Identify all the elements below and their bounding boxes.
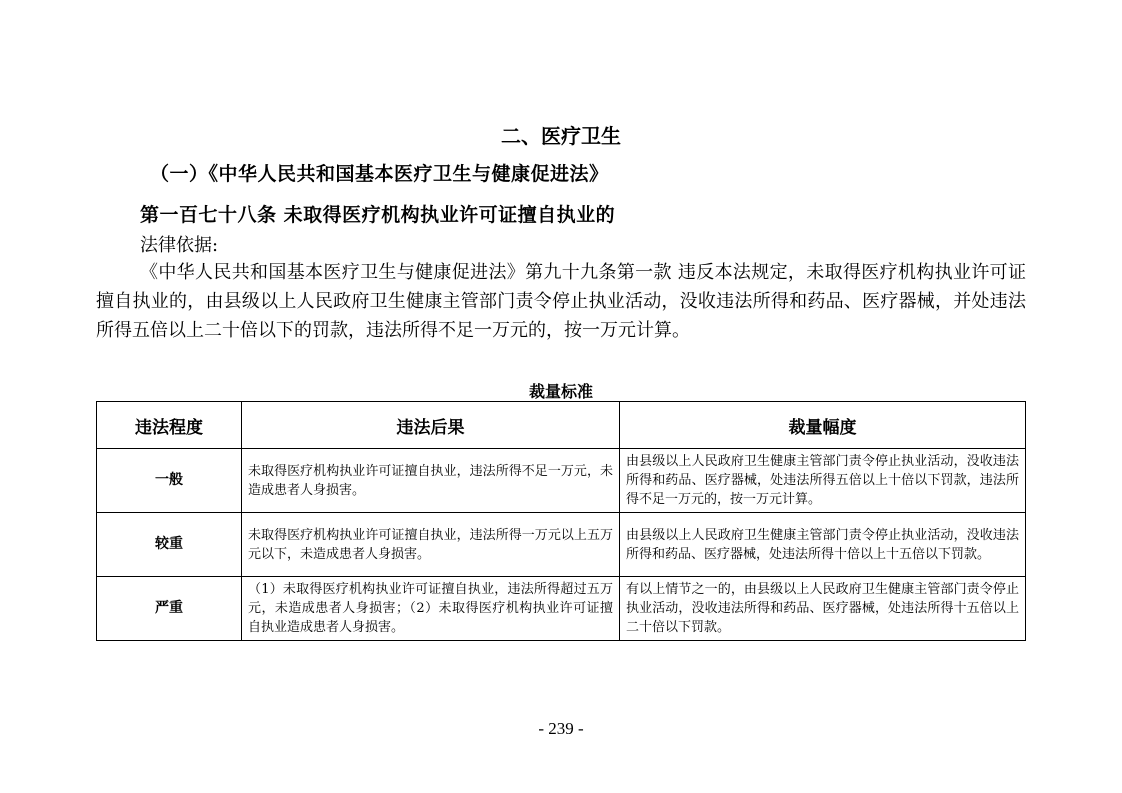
row-consequence: 未取得医疗机构执业许可证擅自执业，违法所得不足一万元，未造成患者人身损害。 — [242, 449, 620, 513]
table-row — [97, 577, 1026, 641]
subsection-title: （一）《中华人民共和国基本医疗卫生与健康促进法》 — [150, 163, 609, 185]
row-degree: 严重 — [97, 577, 242, 641]
row-penalty: 由县级以上人民政府卫生健康主管部门责令停止执业活动，没收违法所得和药品、医疗器械，处违法所得十倍以上十五倍以下罚款。 — [620, 513, 1026, 577]
row-degree: 较重 — [97, 513, 242, 577]
header-violation-consequence: 违法后果 — [242, 402, 620, 449]
table-row — [97, 449, 1026, 513]
row-consequence: （1）未取得医疗机构执业许可证擅自执业，违法所得超过五万元，未造成患者人身损害；（2）未取得医疗机构执业许可证擅自执业造成患者人身损害。 — [242, 577, 620, 641]
page-number: - 239 - — [538, 719, 584, 738]
table-row — [97, 513, 1026, 577]
table-caption: 裁量标准 — [528, 382, 593, 401]
row-consequence: 未取得医疗机构执业许可证擅自执业，违法所得一万元以上五万元以下，未造成患者人身损害。 — [242, 513, 620, 577]
row-penalty: 由县级以上人民政府卫生健康主管部门责令停止执业活动，没收违法所得和药品、医疗器械，处违法所得五倍以上十倍以下罚款，违法所得不足一万元的，按一万元计算。 — [620, 449, 1026, 513]
legal-basis-label: 法律依据: — [140, 235, 219, 256]
legal-basis-text: 《中华人民共和国基本医疗卫生与健康促进法》第九十九条第一款 违反本法规定，未取得医疗机构执业许可证擅自执业的，由县级以上人民政府卫生健康主管部门责令停止执业活动，没收违法所得和药品、医疗器械，并处违法所得五倍以上二十倍以下的罚款，违法所得不足一万元的，按一万元计算。 — [96, 262, 1026, 341]
section-title: 二、医疗卫生 — [501, 124, 621, 148]
row-penalty: 有以上情节之一的，由县级以上人民政府卫生健康主管部门责令停止执业活动，没收违法所得和药品、医疗器械，处违法所得十五倍以上二十倍以下罚款。 — [620, 577, 1026, 641]
discretion-standards-table — [96, 401, 1026, 641]
article-title: 第一百七十八条 未取得医疗机构执业许可证擅自执业的 — [140, 204, 616, 226]
table-header-row — [97, 402, 1026, 449]
header-penalty-range: 裁量幅度 — [620, 402, 1026, 449]
header-violation-degree: 违法程度 — [97, 402, 242, 449]
row-degree: 一般 — [97, 449, 242, 513]
